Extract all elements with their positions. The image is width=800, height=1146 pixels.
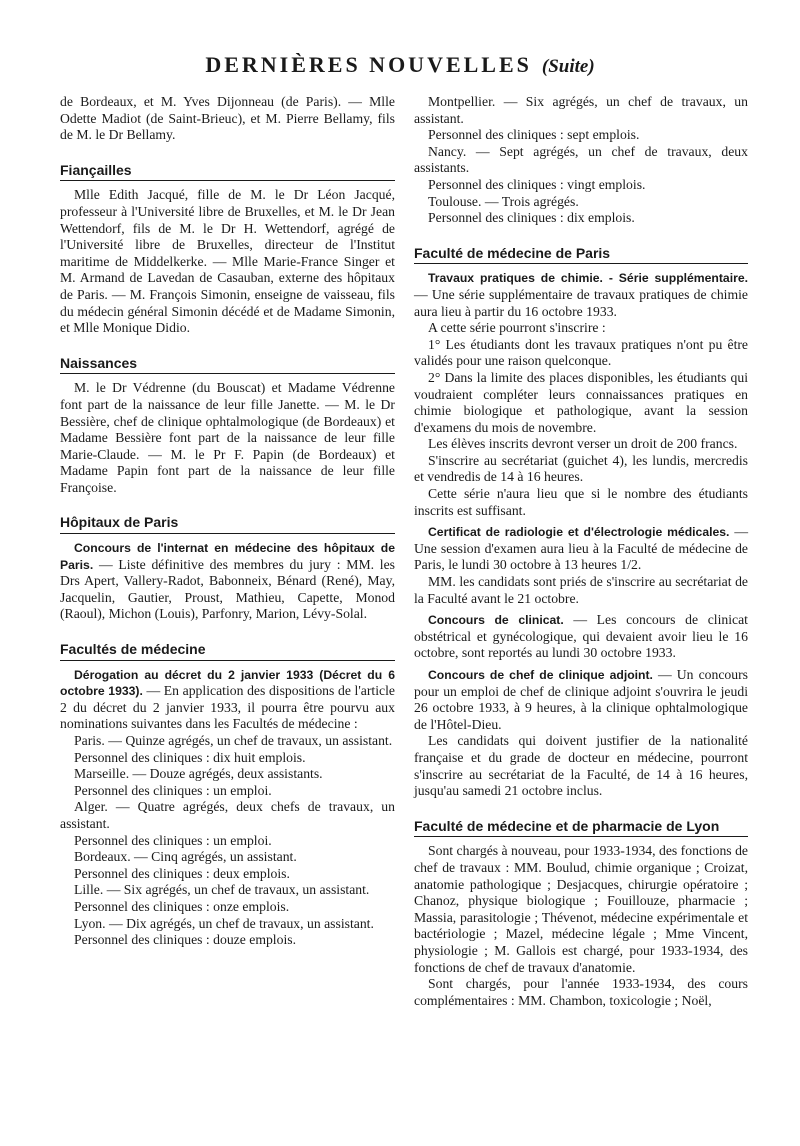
tp-lead: Travaux pratiques de chimie. - Série supplémentaire. [428, 271, 748, 286]
cont-item: Personnel des cliniques : vingt emplois. [428, 176, 646, 192]
tp-para: 1° Les étudiants dont les travaux pratiques n'ont pu être validés pour une raison quelconque. [414, 336, 748, 369]
cont-item: Nancy. — Sept agrégés, un chef de travaux, deux assistants. [414, 143, 748, 176]
heading-facultes: Facultés de médecine [60, 641, 395, 661]
facultes-item: Lille. — Six agrégés, un chef de travaux, un assistant. [74, 882, 370, 898]
heading-faculte-paris: Faculté de médecine de Paris [414, 245, 748, 265]
facultes-item: Paris. — Quinze agrégés, un chef de travaux, un assistant. [74, 733, 393, 748]
page-title [0, 52, 800, 78]
tp-para: Cette série n'aura lieu que si le nombre des étudiants inscrits est suffisant. [414, 486, 748, 518]
cont-item: Toulouse. — Trois agrégés. [428, 193, 579, 209]
chef-lead: Concours de chef de clinique adjoint. [428, 668, 653, 682]
facultes-item: Personnel des cliniques : un emploi. [74, 832, 272, 848]
facultes-item: Personnel des cliniques : onze emplois. [74, 898, 290, 914]
right-column [414, 94, 748, 1009]
cert-lead: Certificat de radiologie et d'électrologie médicales. [428, 525, 730, 540]
cert-text: — Une session d'examen aura lieu à la Faculté de médecine de Paris, le lundi 30 octobre à 13 heures 1/2. [414, 524, 749, 573]
tp-para: S'inscrire au secrétariat (guichet 4), les lundis, mercredis et vendredis de 14 à 16 heures. [414, 452, 748, 485]
facultes-lead: Dérogation au décret du 2 janvier 1933 (Décret du 6 octobre 1933). [60, 667, 395, 699]
hopitaux-text: — Liste définitive des membres du jury : MM. les Drs Apert, Vallery-Radot, Babonneix, Bénard (René), May, Jacquelin, Gautier, Proust, Mathieu, Capette, Monod (Raoul), Michon (Louis), Parfonry, Marion, Lévy-Solal. [60, 556, 395, 622]
clinicat-lead: Concours de clinicat. [428, 613, 564, 628]
chef-text: — Un concours pour un emploi de chef de clinique adjoint s'ouvrira le jeudi 26 octobre 1933, à 9 heures, à la clinique ophtalmologique de l'Hôtel-Dieu. [414, 667, 748, 732]
chef-paragraph [414, 667, 748, 733]
left-column [60, 94, 395, 949]
tp-text: — Une série supplémentaire de travaux pratiques de chimie aura lieu à partir du 16 octobre 1933. [414, 286, 748, 319]
heading-fiancailles: Fiançailles [60, 162, 395, 182]
facultes-item: Personnel des cliniques : deux emplois. [74, 865, 290, 881]
heading-hopitaux: Hôpitaux de Paris [60, 514, 395, 534]
facultes-text: — En application des dispositions de l'article 2 du décret du 2 janvier 1933, il pourra être pourvu aux nominations suivantes dans les Facultés de médecine : [60, 683, 395, 732]
tp-paragraph [414, 270, 748, 320]
hopitaux-lead: Concours de l'internat en médecine des hôpitaux de Paris. [60, 541, 395, 572]
chef-para: Les candidats qui doivent justifier de la nationalité française et du grade de docteur en médecine, pourront s'inscrire au secrétariat de la Faculté, de 14 à 16 heures, jusqu'au samedi 21 octobre inclus. [414, 733, 748, 799]
fiancailles-text: Mlle Edith Jacqué, fille de M. le Dr Léon Jacqué, professeur à l'Université libre de Bruxelles, et M. le Dr Jean Wettendorf, fils de M. le Dr H. Wettendorf, agrégé de l'Université libre de Bruxelles, directeur de l'Institut maritime de Middelkerke. — Mlle Marie-France Singer et M. Armand de Lavedan de Casauban, externe des hôpitaux de Paris. — M. François Simonin, enseigne de vaisseau, fils du médecin général Simonin décédé et de Madame Simonin, et Mlle Monique Didio. [60, 187, 395, 336]
cert-para: MM. les candidats sont priés de s'inscrire au secrétariat de la Faculté avant le 21 octobre. [414, 574, 748, 606]
title-text: DERNIÈRES NOUVELLES [205, 52, 532, 77]
naissances-text: M. le Dr Védrenne (du Bouscat) et Madame Védrenne font part de la naissance de leur fille Janette. — M. le Dr Bessière, chef de clinique ophtalmologique (de Bordeaux) et Madame Bessière font part de la naissance de leur fille Marie-Claude. — M. le Pr F. Papin (de Bordeaux) et Madame Papin font part de la naissance de leur fille Françoise. [60, 380, 395, 495]
clinicat-paragraph [414, 612, 748, 662]
intro-paragraph: de Bordeaux, et M. Yves Dijonneau (de Paris). — Mlle Odette Madiot (de Saint-Brieuc), et M. Pierre Bellamy, fils de M. le Dr Bellamy. [60, 94, 395, 143]
facultes-paragraph [60, 667, 395, 733]
cont-item: Personnel des cliniques : dix emplois. [428, 210, 635, 226]
title-suite: (Suite) [541, 56, 595, 77]
tp-para: 2° Dans la limite des places disponibles, les étudiants qui voudraient compléter leurs connaissances pratiques en chimie biologique et pathologique, avant la session d'examens du mois de novembre. [414, 369, 748, 435]
facultes-item: Alger. — Quatre agrégés, deux chefs de travaux, un assistant. [60, 799, 395, 831]
cont-item: Montpellier. — Six agrégés, un chef de travaux, un assistant. [414, 94, 748, 126]
heading-naissances: Naissances [60, 355, 395, 375]
facultes-item: Marseille. — Douze agrégés, deux assistants. [74, 766, 323, 782]
heading-faculte-lyon: Faculté de médecine et de pharmacie de Lyon [414, 818, 748, 838]
hopitaux-paragraph [60, 540, 395, 623]
lyon-para-1: Sont chargés à nouveau, pour 1933-1934, des fonctions de chef de travaux : MM. Boulud, chimie organique ; Croizat, anatomie pathologique ; Desjacques, chirurgie opératoire ; Chanoz, physique biologique ; Fouillouze, pharmacie ; Massia, parasitologie ; Thévenot, médecine expérimentale et bactériologie ; Mazel, médecine légale ; Mme Vincent, physiologie ; M. Gallois est chargé, pour 1933-1934, des fonctions de chef de travaux d'anatomie. [414, 843, 748, 975]
cert-paragraph [414, 524, 748, 574]
facultes-item: Bordeaux. — Cinq agrégés, un assistant. [74, 849, 297, 865]
tp-para: Les élèves inscrits devront verser un droit de 200 francs. [428, 436, 738, 452]
tp-para: A cette série pourront s'inscrire : [428, 320, 606, 336]
cont-item: Personnel des cliniques : sept emplois. [428, 127, 640, 143]
facultes-item: Personnel des cliniques : douze emplois. [74, 932, 297, 948]
facultes-item: Personnel des cliniques : un emploi. [74, 782, 272, 798]
clinicat-text: — Les concours de clinicat obstétrical et gynécologique, qui devaient avoir lieu le 16 octobre, sont reportés au lundi 30 octobre 1933. [414, 612, 748, 661]
facultes-item: Lyon. — Dix agrégés, un chef de travaux, un assistant. [74, 915, 374, 931]
facultes-item: Personnel des cliniques : dix huit emplois. [74, 749, 306, 765]
lyon-para-2: Sont chargés, pour l'année 1933-1934, des cours complémentaires : MM. Chambon, toxicologie ; Noël, [414, 976, 748, 1008]
